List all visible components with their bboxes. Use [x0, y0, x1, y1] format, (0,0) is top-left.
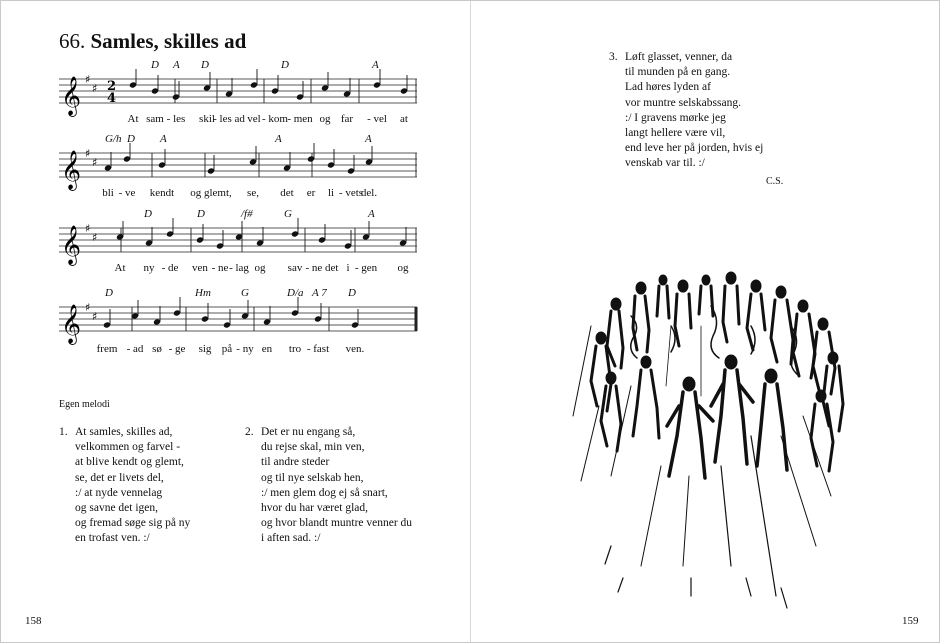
verse-line: til munden på en gang.	[625, 66, 731, 79]
lyric-syllable: kendt	[149, 187, 175, 199]
lyric-syllable: se,	[247, 187, 259, 199]
staff	[59, 61, 417, 116]
lyric-syllable: - vel	[367, 113, 387, 125]
chord-symbol: D	[201, 59, 209, 71]
verse-1	[59, 425, 191, 547]
verse-number: 1.	[59, 426, 68, 438]
treble-clef-icon: 𝄞	[61, 225, 82, 265]
sharp-icon: ♯	[85, 222, 91, 235]
verse-line: Det er nu engang så,	[261, 426, 356, 438]
lyric-syllable: og	[397, 262, 409, 274]
lyric-syllable: skil	[199, 113, 215, 125]
sharp-icon: ♯	[85, 73, 91, 86]
song-number: 66.	[59, 29, 86, 53]
verse-line: vor muntre selskabssang.	[625, 96, 741, 109]
melody-credit: Egen melodi	[59, 399, 110, 410]
sharp-icon: ♯	[92, 82, 98, 95]
lyric-syllable: - ad	[126, 343, 144, 355]
verse-3	[609, 50, 764, 172]
lyric-syllable: sam	[146, 113, 164, 125]
lyric-syllable: vel	[247, 113, 261, 125]
time-signature: 4	[107, 91, 117, 106]
verse-line: Løft glasset, venner, da	[625, 51, 733, 63]
author-initials: C.S.	[766, 176, 784, 187]
verse-line: og fremad søge sig på ny	[75, 517, 191, 530]
lyric-syllable: ven	[192, 262, 208, 274]
lyric-syllable: at	[400, 113, 408, 125]
page-gutter	[470, 1, 471, 642]
verse-line: og til nye selskab hen,	[261, 471, 364, 484]
verse-line: langt hellere være vil,	[625, 127, 726, 140]
lyric-syllable: en	[261, 343, 273, 355]
chord-symbol: A	[372, 59, 379, 71]
staff	[59, 210, 417, 265]
lyric-syllable: - ne	[211, 262, 229, 274]
verse-line: og hvor blandt muntre venner du	[261, 517, 413, 530]
lyric-syllable: sig	[198, 343, 212, 355]
page-number-right: 159	[902, 615, 919, 627]
chord-symbol: /f#	[241, 208, 253, 220]
chord-symbol: G	[241, 287, 249, 299]
sharp-icon: ♯	[92, 310, 98, 323]
lyric-syllable: er	[306, 187, 316, 199]
verse-line: og savne det igen,	[75, 502, 159, 515]
lyric-syllable: - les	[166, 113, 186, 125]
sharp-icon: ♯	[92, 231, 98, 244]
lyric-syllable: - ny	[236, 343, 254, 355]
verse-line: At samles, skilles ad,	[75, 426, 173, 438]
verse-line: hvor du har været glad,	[261, 502, 368, 515]
left-page	[1, 1, 469, 642]
song-name: Samles, skilles ad	[90, 29, 247, 53]
chord-symbol: A	[368, 208, 375, 220]
chord-symbol: D	[281, 59, 289, 71]
sharp-icon: ♯	[85, 301, 91, 314]
chord-symbol: A	[173, 59, 180, 71]
lyric-syllable: At	[127, 113, 139, 125]
lyric-syllable: og glemt,	[190, 187, 232, 199]
music-system-1	[59, 61, 417, 139]
verse-line: velkommen og farvel -	[75, 441, 181, 454]
verse-number: 3.	[609, 51, 618, 63]
verse-line: til andre steder	[261, 456, 330, 469]
sharp-icon: ♯	[92, 156, 98, 169]
lyric-syllable: - lag	[229, 262, 249, 274]
chord-symbol: D	[144, 208, 152, 220]
verse-line: Lad høres lyden af	[625, 81, 711, 94]
dancing-crowd-illustration	[571, 266, 856, 616]
music-system-4	[59, 289, 417, 367]
lyric-syllable: At	[114, 262, 126, 274]
chord-symbol: G/h	[105, 133, 122, 145]
lyric-syllable: og	[254, 262, 266, 274]
verse-line: at blive kendt og glemt,	[75, 456, 184, 469]
music-system-3	[59, 210, 417, 288]
chord-symbol: D	[127, 133, 135, 145]
time-signature: 2	[107, 79, 117, 94]
chord-symbol: A	[365, 133, 372, 145]
treble-clef-icon: 𝄞	[61, 304, 82, 344]
lyric-syllable: far	[340, 113, 354, 125]
lyric-syllable: - ve	[118, 187, 136, 199]
page-number-left: 158	[25, 615, 42, 627]
chord-symbol: Hm	[195, 287, 211, 299]
chord-symbol: A	[275, 133, 282, 145]
lyric-syllable: li	[327, 187, 335, 199]
verse-line: venskab var til. :/	[625, 157, 705, 170]
lyric-syllable: - de	[161, 262, 179, 274]
chord-symbol: D	[197, 208, 205, 220]
lyric-syllable: sav	[287, 262, 303, 274]
lyric-syllable: på	[221, 343, 233, 355]
verse-line: :/ I gravens mørke jeg	[625, 111, 726, 124]
lyric-syllable: ven.	[345, 343, 365, 355]
treble-clef-icon: 𝄞	[61, 150, 82, 190]
verse-line: :/ men glem dog ej så snart,	[261, 486, 388, 499]
lyric-syllable: og	[319, 113, 331, 125]
lyric-syllable: ny	[143, 262, 155, 274]
verse-number: 2.	[245, 426, 254, 438]
lyric-syllable: i	[346, 262, 350, 274]
lyric-syllable: frem	[96, 343, 118, 355]
verse-line: du rejse skal, min ven,	[261, 441, 365, 454]
treble-clef-icon: 𝄞	[61, 76, 82, 116]
verse-line: i aften sad. :/	[261, 532, 321, 545]
lyric-syllable: - gen	[354, 262, 378, 274]
chord-symbol: A 7	[312, 287, 327, 299]
lyric-syllable: - ne det	[305, 262, 339, 274]
lyric-syllable: bli	[102, 187, 114, 199]
verse-line: en trofast ven. :/	[75, 532, 150, 545]
lyric-syllable: - men	[287, 113, 313, 125]
lyric-syllable: tro	[288, 343, 302, 355]
chord-symbol: D/a	[287, 287, 304, 299]
chord-symbol: D	[348, 287, 356, 299]
chord-symbol: G	[284, 208, 292, 220]
lyric-syllable: - fast	[306, 343, 330, 355]
chord-symbol: D	[151, 59, 159, 71]
chord-symbol: A	[160, 133, 167, 145]
lyric-syllable: det	[280, 187, 294, 199]
song-title	[59, 29, 246, 54]
lyric-syllable: del.	[360, 187, 378, 199]
verse-2	[245, 425, 413, 547]
lyric-syllable: - ge	[168, 343, 186, 355]
verse-line: se, det er livets del,	[75, 471, 164, 484]
lyric-syllable: - les ad	[213, 113, 245, 125]
lyric-syllable: - vets	[338, 187, 364, 199]
chord-symbol: D	[105, 287, 113, 299]
verse-line: :/ at nyde vennelag	[75, 486, 163, 499]
lyric-syllable: - kom	[262, 113, 288, 125]
verse-line: end leve her på jorden, hvis ej	[625, 142, 764, 155]
music-system-2	[59, 135, 417, 213]
sharp-icon: ♯	[85, 147, 91, 160]
lyric-syllable: sø	[152, 343, 162, 355]
